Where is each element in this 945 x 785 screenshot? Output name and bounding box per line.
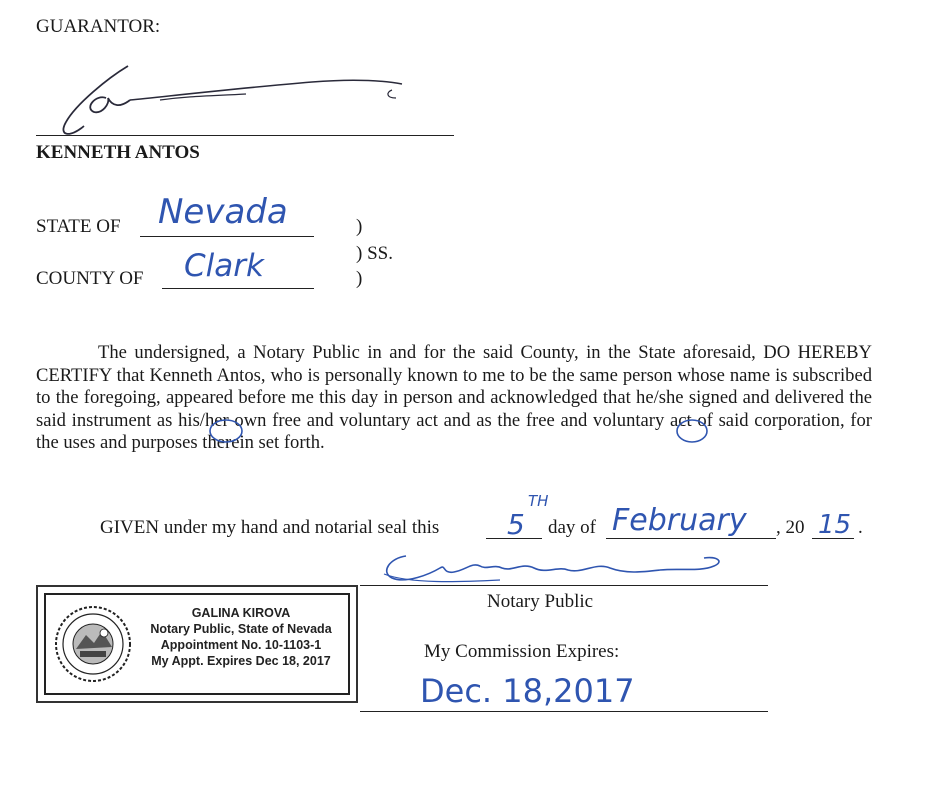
state-label: STATE OF (36, 216, 121, 237)
circle-his (677, 420, 707, 442)
given-prefix: GIVEN under my hand and notarial seal this (100, 517, 440, 538)
given-period: . (858, 517, 863, 538)
notary-signature (370, 544, 770, 588)
year-line (812, 538, 854, 539)
notary-signature-line (360, 585, 768, 586)
guarantor-label: GUARANTOR: (36, 16, 161, 37)
circle-he (210, 420, 242, 442)
notary-label: Notary Public (487, 591, 594, 612)
county-value: Clark (184, 248, 264, 284)
certificate-paragraph: The undersigned, a Notary Public in and for the said County, in the State aforesaid, DO HEREBY CERTIFY that Kenneth Antos, who is personally known to me to be the same person whose name is subscribed to the foregoing, appeared before me this day in person and acknowledged that he/she signed and delivered the said instrument as his/her own free and voluntary act and as the free and voluntary act of said corporation, for the uses and purposes therein set forth. (36, 342, 872, 454)
commission-label: My Commission Expires: (424, 641, 620, 662)
month-line (606, 538, 776, 539)
commission-line (360, 711, 768, 712)
seal-text (136, 605, 346, 669)
seal-line-name: GALINA KIROVA (191, 606, 291, 620)
given-day-suffix: TH (528, 492, 549, 510)
given-year-prefix: , 20 (776, 517, 805, 538)
paren-1: ) (356, 216, 363, 237)
given-month: February (612, 503, 747, 538)
paren-2: ) (356, 268, 363, 289)
given-year: 15 (818, 510, 852, 540)
state-value: Nevada (158, 192, 288, 232)
commission-value: Dec. 18,2017 (420, 672, 635, 710)
day-line (486, 538, 542, 539)
county-label: COUNTY OF (36, 268, 144, 289)
notary-seal (36, 585, 358, 703)
given-day-of: day of (548, 517, 597, 538)
nevada-seal-emblem (54, 605, 132, 683)
guarantor-name: KENNETH ANTOS (36, 142, 200, 163)
seal-line-appointment: Appointment No. 10-1103-1 (160, 638, 322, 652)
given-day: 5 (507, 508, 525, 541)
seal-line-expiration: My Appt. Expires Dec 18, 2017 (151, 654, 331, 668)
seal-line-title: Notary Public, State of Nevada (150, 622, 332, 636)
ss-label: ) SS. (356, 243, 393, 264)
